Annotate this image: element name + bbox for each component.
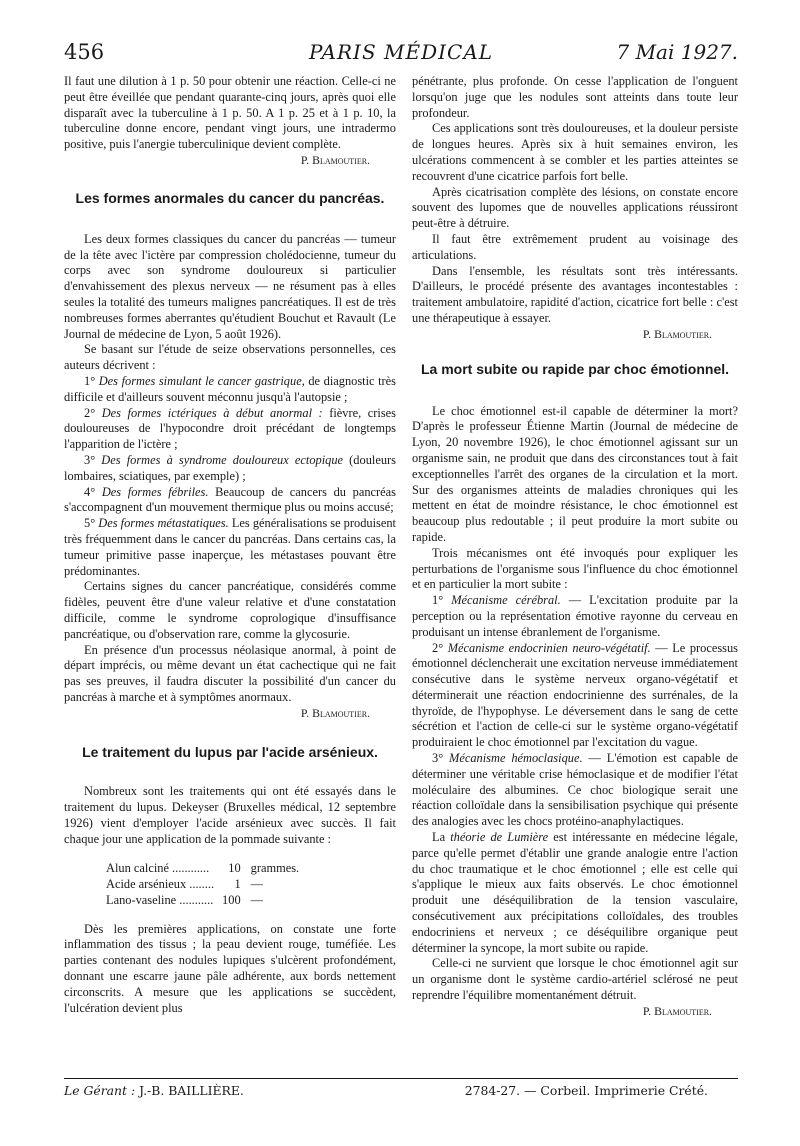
unit: grammes.	[250, 860, 300, 875]
list-item: 4° Des formes fébriles. Beaucoup de cancers du pancréas s'accompagnent d'un mouvement thermique plus ou moins accusé;	[64, 484, 396, 515]
paragraph: Se basant sur l'étude de seize observations personnelles, ces auteurs décrivent :	[64, 342, 396, 373]
page-number: 456	[64, 40, 105, 64]
formula-row	[106, 876, 307, 892]
section-heading-lupus: Le traitement du lupus par l'acide arsénieux.	[82, 744, 378, 761]
ingredient: Alun calciné ............	[106, 860, 210, 875]
paragraph: La théorie de Lumière est intéressante en médecine légale, parce qu'elle permet d'établir une grande analogie entre l'action du choc traumatique et le choc émotionnel ; elle est celle qui s'applique le mieux aux faits observés. Le choc émotionnel produit une déséquilibration de la tension vasculaire, consécutivement aux précipitations colloïdales, des troubles endocriniens et nerveux ; ce déséquilibre organique peut déterminer la syncope, la mort subite ou rapide.	[412, 830, 738, 955]
footer-printer: 2784-27. — Corbeil. Imprimerie Crété.	[464, 1083, 708, 1098]
list-item: 3° Mécanisme hémoclasique. — L'émotion est capable de déterminer une véritable crise hémoclasique et de modifier l'état moléculaire des albumines. Ce choc biologique serait une réaction colloïdale dans la sensibilisation psychique qui présente des analogies avec les chocs protéino-anaphylactiques.	[412, 751, 738, 829]
section-heading-pancreas: Les formes anormales du cancer du pancréas.	[75, 189, 385, 206]
paragraph: Les deux formes classiques du cancer du pancréas — tumeur de la tête avec l'ictère par compression cholédocienne, tumeur du corps avec son syndrome douloureux si particulier d'envahissement des plexus nerveux — ne résument pas à elles seules la totalité des tumeurs malignes pancréatiques. Il est de très nombreuses formes aberrantes qu'étudient Bouchut et Ravault (Le Journal de médecine de Lyon, 5 août 1926).	[64, 231, 396, 341]
quantity: 1	[234, 876, 241, 891]
formula-row	[106, 860, 307, 876]
quantity: 10	[228, 860, 241, 875]
paragraph: Trois mécanismes ont été invoqués pour expliquer les perturbations de l'organisme sous l'influence du choc émotionnel et en particulier la mort subite :	[412, 545, 738, 592]
paragraph: Celle-ci ne survient que lorsque le choc émotionnel agit sur un organisme dont le système cardio-artériel sclérosé ne peut reprendre l'équilibre momentanément détruit.	[412, 956, 738, 1003]
right-column	[412, 74, 738, 1020]
paragraph: Dès les premières applications, on constate une forte inflammation des tissus ; la peau devient rouge, tuméfiée. Les parties contenant des nodules lupiques s'ulcèrent profondément, donnant une escarre jaune pâle adhérente, aux bords nettement circonscrits. A mesure que les applications se succèdent, l'ulcération devient plus	[64, 921, 396, 1015]
paragraph: pénétrante, plus profonde. On cesse l'application de l'onguent lorsqu'on juge que les nodules sont atteints dans toute leur profondeur.	[412, 74, 738, 120]
paragraph: Ces applications sont très douloureuses, et la douleur persiste de longues heures. Après six à huit semaines environ, les ulcérations commencent à se combler et les parties atteintes se recouvrent d'une cicatrice parfois fort belle.	[412, 121, 738, 183]
intro-paragraph: Il faut une dilution à 1 p. 50 pour obtenir une réaction. Celle-ci ne peut être éveillée que pendant quarante-cinq jours, après quoi elle disparaît avec la tuberculine à 1 p. 50. A 1 p. 25 et à 1 p. 10, la tuberculine donne encore, pendant vingt jours, une intradermo positive, puis l'anergie tuberculinique devient complète.	[64, 74, 396, 152]
signature: P. Blamoutier.	[642, 1003, 712, 1018]
paragraph: Nombreux sont les traitements qui ont été essayés dans le traitement du lupus. Dekeyser (Bruxelles médical, 12 septembre 1926) vient d'employer l'acide arsénieux avec succès. Il fait chaque jour une application de la pommade suivante :	[64, 784, 396, 846]
section-heading-choc-emotionnel: La mort subite ou rapide par choc émotionnel.	[420, 360, 730, 377]
journal-title: PARIS MÉDICAL	[308, 40, 494, 64]
unit: —	[250, 892, 264, 907]
quantity: 100	[222, 892, 241, 907]
list-item: 1° Mécanisme cérébral. — L'excitation produite par la perception ou la représentation émotive rayonne du cerveau en produisant un intense ébranlement de l'organisme.	[412, 593, 738, 639]
formula-row	[106, 892, 307, 908]
paragraph: Dans l'ensemble, les résultats sont très intéressants. D'ailleurs, le procédé présente des avantages incontestables : traitement ambulatoire, rapidité d'action, cicatrice fort belle : c'est une thérapeutique à essayer.	[412, 263, 738, 325]
list-item: 3° Des formes à syndrome douloureux ectopique (douleurs lombaires, sciatiques, par exemple) ;	[64, 452, 396, 483]
running-header	[64, 40, 738, 70]
list-item: 2° Mécanisme endocrinien neuro-végétatif. — Le processus émotionnel déclencherait une excitation nerveuse immédiatement consécutive dans le système nerveux organo-végétatif et déterminerait une réaction endocrinienne des surrénales, de la thyroïde, de l'hypophyse. Le déversement dans le sang de cette sécrétion et l'action de celle-ci sur le système organo-végétatif produiraient le choc émotionnel par l'excitation du vague.	[412, 640, 738, 750]
paragraph: Après cicatrisation complète des lésions, on constate encore souvent des lupomes que de nouvelles applications réussiront peut-être à détruire.	[412, 184, 738, 231]
unit: —	[250, 876, 264, 891]
page-footer	[64, 1078, 738, 1099]
list-item: 1° Des formes simulant le cancer gastrique, de diagnostic très difficile et d'ailleurs souvent méconnu jusqu'à l'autopsie ;	[64, 373, 397, 404]
paragraph: Le choc émotionnel est-il capable de déterminer la mort? D'après le professeur Étienne Martin (Journal de médecine de Lyon, 20 novembre 1926), le choc émotionnel agissant sur un organisme sain, ne produit que dans des circonstances tout à fait exceptionnelles l'arrêt des organes de la circulation et la mort. Sur des organismes atteints de maladies chroniques qui les mettent en état de moindre résistance, le choc émotionnel est beaucoup plus redoutable ; il peut produire la mort subite ou rapide.	[412, 403, 738, 544]
ingredient: Lano-vaseline ...........	[106, 892, 214, 907]
paragraph: En présence d'un processus néolasique anormal, à point de départ imprécis, ou même devant un état cachectique qui ne fait pas ses preuves, il faudra discuter la possibilité d'un cancer du pancréas à marche et à symptômes anormaux.	[64, 642, 396, 704]
signature: P. Blamoutier.	[300, 152, 370, 167]
issue-date: 7 Mai 1927.	[616, 40, 738, 64]
signature: P. Blamoutier.	[300, 705, 370, 720]
left-column	[64, 74, 396, 1016]
ingredient: Acide arsénieux ........	[106, 876, 215, 891]
paragraph: Certains signes du cancer pancréatique, considérés comme fidèles, peuvent être d'une valeur relative et d'une constatation difficile, comme le syndrome coprologique d'insuffisance pancréatique, ou d'observation rare, comme la glycosurie.	[64, 579, 396, 641]
formula-table	[106, 860, 307, 908]
signature: P. Blamoutier.	[642, 326, 712, 341]
paragraph: Il faut être extrêmement prudent au voisinage des articulations.	[412, 231, 738, 262]
list-item: 5° Des formes métastatiques. Les généralisations se produisent très fréquemment dans le cancer du pancréas. Dans certains cas, la tumeur primitive passe inaperçue, les métastases pouvant être prédominantes.	[64, 516, 396, 578]
list-item: 2° Des formes ictériques à début anormal : fièvre, crises douloureuses de l'hypocondre droit précédant de longtemps l'apparition de l'ictère ;	[64, 405, 396, 452]
footer-gerant: Le Gérant : J.-B. BAILLIÈRE.	[64, 1083, 244, 1098]
